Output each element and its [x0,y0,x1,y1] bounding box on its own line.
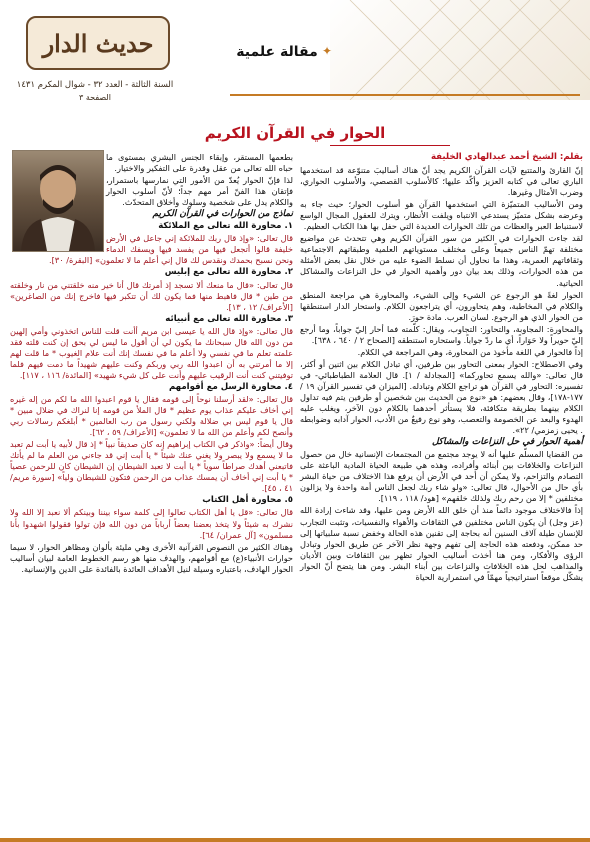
byline: بقلم: الشيخ أحمد عبدالهادي الخليفة [430,152,583,162]
quran-quote: وقال أيضاً: «واذكر في الكتاب إبراهيم إنه كان صديقاً نبياً * إذ قال لأبيه يا أبت لم تعبد ما لا يسمع ولا يبصر ولا يغني عنك شيئاً * يا أبت إني قد جاءني من العلم ما لم يأتك فاتبعني أهدك صراطاً سوياً * يا أبت لا تعبد الشيطان إن الشيطان كان للرحمن عصياً * يا أبت إني أخاف أن يمسك عذاب من الرحمن فتكون للشيطان ولياً» [سورة مريم/ ٤١ ، ٤٥]. [10,439,293,494]
masthead [10,8,180,103]
section-label: مقالة علمية [236,44,318,60]
ornament-pattern-icon [330,0,590,100]
list-item-heading: ٢. محاورة الله تعالى مع إبليس [164,267,293,278]
author-photo [12,150,104,252]
header-ornament [330,0,590,100]
paragraph: إذاً فالاختلاف موجود دائماً منذ أن خلق الله الأرض ومن عليها، وقد شاءت إرادة الله (عز وجل) أن يكون الناس مختلفين في الثقافات والأهواء والنفسيات، وتثبت التجارب للإنسان طيلة آلاف السنين أنه بحاجة إلى تقنين هذه الحالة وخفض نسبة سلبياتها إلى حد ممكن، ودفعته هذه الحاجة إلى تفهم وجهة نظر الآخر عن طريق الحوار وتبادل الرؤى والأفكار، ومن هنا أخذت أساليب الحوار تظهر بين الثقافات وبين الأديان والمذاهب لحل هذه الخلافات والنزاعات بين أبناء البشر. ومن هنا يتضح أنّ الحوار يشكّل موقعاً استراتيجياً مهمّاً في استمرارية الحياة [300,505,583,582]
paragraph: لذا فإنّ الحوار يُعدّ من الأمور التي نمارسها باستمرار، فإتقان هذا الفنّ أمر مهم جداً؛ لأنّ أسلوب الحوار والكلام يدل على شخصية وسلوك وأخلاق المتحدّث. [106,175,293,208]
person-portrait-icon [13,151,103,251]
paragraph: والمحاورة: المجاوبة، والتحاور: التجاوب، ويقال: كلّمته فما أحار إليّ جواباً، وما أرجع إليّ حويراً ولا حَوَاراً، أي ما ردّ جواباً. واستحاره استنطقه [الصحاح ٢ / ٦٤٠ ، ٦٣٨]. [300,323,583,345]
paragraph: إنّ القارئ والمتتبع لآيات القرآن الكريم يجد أنّ هناك أساليبَ متنوّعة قد استخدمها الباري تعالى في كتابه العزيز وأكّد عليها؛ كالأسلوب القصصي، والأسلوب الحواري، وضرب الأمثال وغيرها. [300,165,583,198]
paragraph: لقد جاءت الحوارات في الكثير من سور القرآن الكريم وهي تتحدث عن مواضيع مختلفة تهمّ الناس جميعاً وعلى مختلف مستوياتهم العلمية وطبقاتهم الاجتماعية وثقافاتهم العمرية، وهذا ما نحاول أن نسلط الضوء عليه من خلال نقل بعض الأمثلة من هذه الحوارات، وذلك بعد بيان دور وأهمية الحوار في حل النزاعات والمشاكل الحياتية. [300,233,583,288]
footer-rule [0,838,590,842]
subheading: أهمية الحوار في حل النزاعات والمشاكل [431,437,583,448]
paragraph: إذاً فالحوار في اللغة مأخوذ من المحاورة، وهي المراجعة في الكلام. [357,346,583,357]
paragraph: الحوار لغةً هو الرجوع عن الشيء وإلى الشيء، والمحاورة هي مراجعة المنطق والكلام في المخاطبة، وهم يتحاورون، أي يتراجعون الكلام. واستحار الدار استنطقها من الحوار الذي هو الرجوع. لسان العرب. مادة حورَ. [300,289,583,322]
article-title: الحوار في القرآن الكريم [204,124,386,142]
paragraph: وفي الاصطلاح: الحوار بمعنى التحاور بين طرفين، أي تبادل الكلام بين اثنين أو أكثر، قال تعالى: «والله يسمع تحاوركما» [المجادلة / ١]. قال العلامة الطباطبائي- في تفسيره: التحاور في القرآن هو تراجع الكلام وتبادله. [الميزان في تفسير القرآن ١٩ / ١٧٧-١٧٨]، وقال بعضهم: هو «نوع من الحديث بين شخصين أو طرفين يتم فيه تداول الكلام بينهما بطريقة متكافئة، فلا يستأثر أحدهما بالكلام دون الآخر، ويغلب عليه الهدوء والبعد عن الخصومة والتعصب، وهو نوع رفيعٌ من الأدب، الحوار آدابه وضوابطه . يحيى زمزمي/ ٢٢». [300,358,583,436]
quran-quote: قال تعالى: «وإذ قال الله يا عيسى ابن مريم أأنت قلت للناس اتخذوني وأمي إلهين من دون الله قال سبحانك ما يكون لي أن أقول ما ليس لي بحق إن كنت قلته فقد علمته تعلم ما في نفسي ولا أعلم ما في نفسك إنك أنت علام الغيوب * ما قلت لهم إلا ما أمرتني به أن اعبدوا الله ربي وربكم وكنت عليهم شهيداً ما دمت فيهم فلما توفيتني كنت أنت الرقيب عليهم وأنت على كل شيء شهيد» [المائدة/ ١١٦ ، ١١٧]. [10,325,293,380]
paragraph: ومن الأساليب المتميّزة التي استخدمها القرآن هو أسلوب الحوار؛ حيث جاء به وعرضه بشكل متميّز يستدعي الانتباه ويلفت الأنظار، ويترك للعقول المجال الواسع لاستنباط العبر والعظات من تلك الحوارات العديدة التي حفل بها هذا الكتاب العظيم. [300,199,583,232]
header-divider [230,94,580,96]
paragraph: بطعمها المستقر، وإبقاء الجنس البشري بمستوى ما حباه الله تعالى من عقل وقدرة على التفكير والاختيار. [106,152,293,174]
title-underline [330,145,450,146]
article-column-right [300,152,583,584]
svg-text:حديث الدار: حديث الدار [42,29,154,58]
magazine-logo [26,16,170,70]
paragraph: وهناك الكثير من النصوص القرآنية الأخرى وهي مليئة بألوان ومظاهر الحوار، لا سيما حوارات الأنبياء(ع) مع أقوامهم، والهدف منها هو رسم الخطوط العامة لبيان أساليب الحوار الهادف، باعتباره وسيلة لنيل الأهداف العائدة بالفائدة على الدين والإنسانية. [10,541,293,574]
list-item-heading: ٤. محاورة الرسل مع أقوامهم [168,381,293,392]
issue-line: السنة الثالثة - العدد ٣٢ - شوال المكرم ١٤٣١ [16,80,174,90]
quran-quote: قال تعالى: «لقد أرسلنا نوحاً إلى قومه فقال يا قوم اعبدوا الله ما لكم من إله غيره إني أخاف عليكم عذاب يوم عظيم * قال الملأ من قومه إنا لنراك في ضلال مبين * قال يا قوم ليس بي ضلالة ولكني رسول من رب العالمين * أبلغكم رسالات ربي وأنصح لكم وأعلم من الله ما لا تعلمون» [الأعراف/ ٥٩ ، ٦٢]. [10,393,293,438]
page-number: الصفحة ٣ [79,93,111,102]
quran-quote: قال تعالى: «قل يا أهل الكتاب تعالوا إلى كلمة سواء بيننا وبينكم ألا نعبد إلا الله ولا نشرك به شيئاً ولا يتخذ بعضنا بعضاً أرباباً من دون الله فإن تولوا فقولوا اشهدوا بأنا مسلمون» [آل عمران/ ٦٤]. [10,507,293,540]
logo-calligraphy-icon [28,18,168,68]
subheading: نماذج من الحوارات في القرآن الكريم [152,209,293,220]
list-item-heading: ٣. محاورة الله تعالى مع أنبيائه [165,313,293,324]
star-icon: ✦ [322,44,333,58]
list-item-heading: ٥. محاورة أهل الكتاب [202,495,293,506]
list-item-heading: ١. محاورة الله تعالى مع الملائكة [158,221,293,232]
quran-quote: قال تعالى: «قال ما منعك ألا تسجد إذ أمرتك قال أنا خير منه خلقتني من نار وخلقته من طين * قال فاهبط منها فما يكون لك أن تتكبر فيها فاخرج إنك من الصاغرين» [الأعراف/ ١٢ ، ١٣]. [10,279,293,312]
quran-quote: قال تعالى: «وإذ قال ربك للملائكة إني جاعل في الأرض خليفة قالوا أتجعل فيها من يفسد فيها ويسفك الدماء ونحن نسبح بحمدك ونقدس لك قال إني أعلم ما لا تعلمون» [البقرة/ ٣٠]. [49,233,293,266]
paragraph: من القضايا المسلّم عليها أنه لا يوجد مجتمع من المجتمعات الإنسانية خال من حصول النزاعات والخلافات بين أبنائه وأفراده، وهذه هي طبيعة الحياة المادية الباعثة على التصادم والتزاحم، ولا يمكن أن أحد في الأرض أن يرفع هذا الاختلاف من حياة البشر بأي حال من الأحوال، قال تعالى: «ولو شاء ربك لجعل الناس أمة واحدة ولا يزالون مختلفين * إلا من رحم ربك ولذلك خلقهم» [هود/ ١١٨ ، ١١٩]. [300,449,583,504]
